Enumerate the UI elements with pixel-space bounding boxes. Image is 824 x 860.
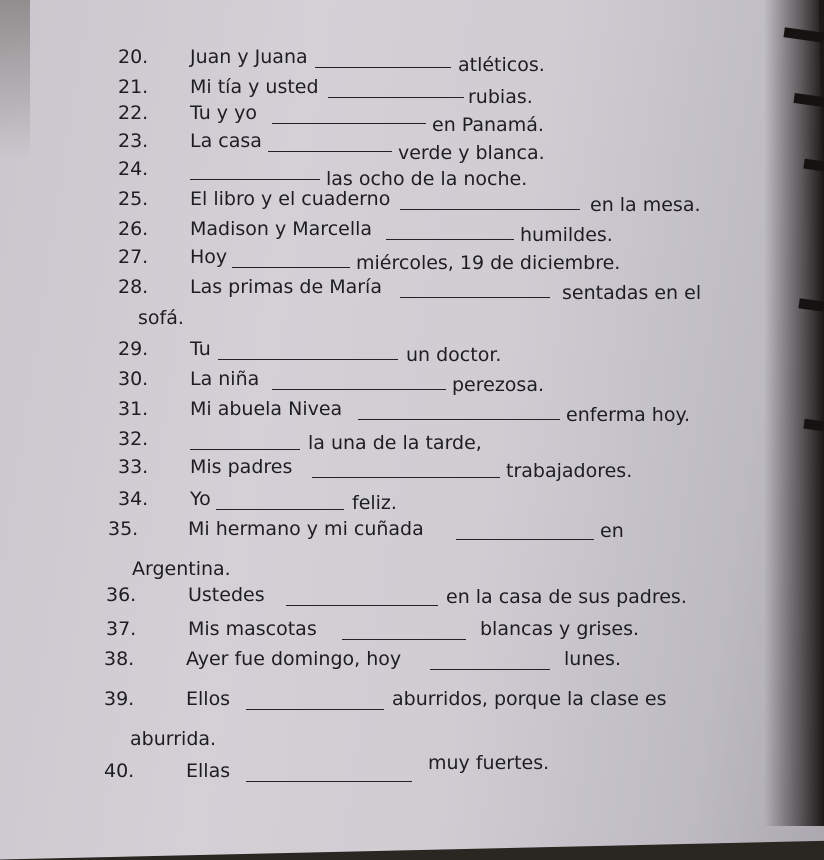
exercise-number: 25. [118, 188, 149, 210]
answer-blank[interactable] [272, 122, 426, 124]
exercise-predicate: muy fuertes. [428, 752, 550, 774]
exercise-subject: Ustedes [188, 584, 265, 606]
exercise-number: 27. [118, 246, 149, 268]
exercise-subject: La casa [190, 130, 262, 152]
exercise-predicate: en la mesa. [590, 194, 701, 216]
exercise-number: 23. [118, 130, 149, 152]
answer-blank[interactable] [456, 538, 594, 540]
answer-blank[interactable] [272, 388, 446, 390]
answer-blank[interactable] [386, 238, 514, 240]
answer-blank[interactable] [190, 178, 320, 180]
exercise-number: 26. [118, 218, 149, 240]
exercise-predicate: verde y blanca. [398, 142, 545, 164]
answer-blank[interactable] [430, 668, 550, 670]
exercise-subject: Hoy [190, 246, 228, 268]
exercise-number: 35. [108, 518, 139, 540]
exercise-predicate: lunes. [564, 648, 621, 670]
exercise-subject: Mi tía y usted [190, 76, 319, 98]
exercise-number: 37. [106, 618, 137, 640]
answer-blank[interactable] [342, 638, 466, 640]
exercise-predicate: un doctor. [406, 344, 502, 366]
answer-blank[interactable] [232, 266, 350, 268]
exercise-number: 40. [104, 760, 135, 782]
exercise-predicate: las ocho de la noche. [326, 168, 528, 190]
exercise-subject: Ellas [186, 760, 231, 782]
exercise-number: 34. [118, 488, 149, 510]
exercise-subject: Ellos [186, 688, 231, 710]
answer-blank[interactable] [328, 96, 464, 98]
exercise-predicate: humildes. [520, 224, 613, 246]
exercise-predicate: en [600, 520, 624, 542]
background-right [764, 0, 824, 826]
answer-blank[interactable] [286, 604, 438, 606]
exercise-predicate: rubias. [468, 86, 533, 108]
exercise-number: 28. [118, 276, 149, 298]
exercise-continuation: Argentina. [132, 558, 231, 580]
exercise-number: 24. [118, 158, 149, 180]
exercise-number: 21. [118, 76, 149, 98]
exercise-subject: Yo [190, 488, 211, 510]
exercise-number: 33. [118, 456, 149, 478]
exercise-number: 30. [118, 368, 149, 390]
answer-blank[interactable] [312, 476, 500, 478]
exercise-subject: Mis padres [190, 456, 293, 478]
exercise-subject: Juan y Juana [190, 46, 308, 68]
answer-blank[interactable] [400, 208, 580, 210]
answer-blank[interactable] [315, 66, 451, 68]
paper-shadow-left [0, 0, 30, 160]
exercise-number: 20. [118, 46, 149, 68]
answer-blank[interactable] [216, 508, 344, 510]
exercise-predicate: miércoles, 19 de diciembre. [356, 252, 621, 274]
exercise-subject: La niña [190, 368, 260, 390]
exercise-subject: Mi abuela Nivea [190, 398, 343, 420]
exercise-number: 31. [118, 398, 149, 420]
exercise-continuation: aburrida. [130, 728, 217, 750]
exercise-number: 39. [104, 688, 135, 710]
exercise-subject: Madison y Marcella [190, 218, 373, 240]
exercise-number: 36. [106, 584, 137, 606]
exercise-predicate: perezosa. [452, 374, 545, 396]
answer-blank[interactable] [190, 448, 300, 450]
exercise-predicate: trabajadores. [506, 460, 633, 482]
exercise-subject: Mi hermano y mi cuñada [188, 518, 424, 540]
exercise-predicate: blancas y grises. [480, 618, 640, 640]
exercise-predicate: enferma hoy. [566, 404, 691, 426]
exercise-predicate: la una de la tarde, [308, 432, 482, 454]
exercise-number: 32. [118, 428, 149, 450]
exercise-subject: Mis mascotas [188, 618, 317, 640]
exercise-subject: Tu [190, 338, 211, 360]
exercise-predicate: aburridos, porque la clase es [392, 688, 667, 710]
answer-blank[interactable] [246, 708, 384, 710]
exercise-predicate: atléticos. [458, 54, 545, 76]
exercise-subject: Las primas de María [190, 276, 382, 298]
exercise-predicate: en Panamá. [432, 114, 544, 136]
answer-blank[interactable] [268, 150, 392, 152]
exercise-predicate: feliz. [352, 492, 397, 514]
exercise-number: 29. [118, 338, 149, 360]
answer-blank[interactable] [358, 418, 560, 420]
exercise-number: 38. [104, 648, 135, 670]
exercise-continuation: sofá. [138, 307, 184, 329]
exercise-predicate: sentadas en el [562, 282, 702, 304]
answer-blank[interactable] [400, 296, 550, 298]
exercise-predicate: en la casa de sus padres. [446, 586, 687, 608]
answer-blank[interactable] [218, 358, 398, 360]
exercise-subject: Ayer fue domingo, hoy [186, 648, 402, 670]
exercise-number: 22. [118, 102, 149, 124]
answer-blank[interactable] [246, 780, 412, 782]
exercise-subject: El libro y el cuaderno [190, 188, 391, 210]
exercise-subject: Tu y yo [190, 102, 257, 124]
